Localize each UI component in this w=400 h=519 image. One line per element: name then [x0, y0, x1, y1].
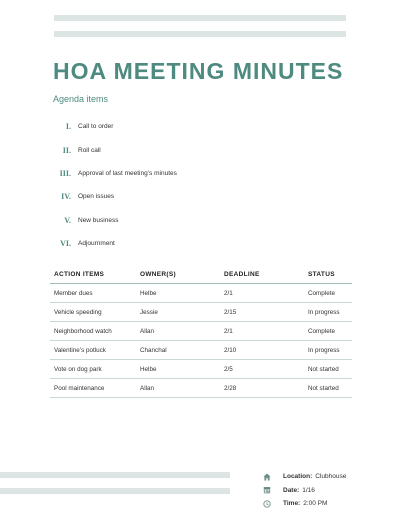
cell-owner: Helbe: [136, 360, 220, 379]
home-icon: [262, 473, 272, 481]
agenda-numeral: VI.: [60, 239, 71, 249]
header-owners: OWNER(S): [136, 265, 220, 284]
agenda-text: Adjournment: [78, 240, 115, 248]
agenda-text: Approval of last meeting’s minutes: [78, 169, 177, 177]
cell-status: In progress: [304, 303, 352, 322]
cell-deadline: 2/1: [220, 284, 304, 303]
table-row: [50, 360, 352, 379]
calendar-icon: [262, 486, 272, 494]
date-row: [262, 484, 346, 498]
cell-action-item: Valentine’s potluck: [50, 341, 136, 360]
agenda-item: [53, 232, 353, 255]
cell-deadline: 2/10: [220, 341, 304, 360]
meeting-info: [262, 470, 346, 511]
cell-action-item: Member dues: [50, 284, 136, 303]
cell-status: Complete: [304, 322, 352, 341]
page-title: HOA MEETING MINUTES: [53, 58, 344, 84]
agenda-item: [53, 138, 353, 161]
agenda-list: [53, 115, 353, 255]
table-row: [50, 341, 352, 360]
agenda-text: Roll call: [78, 146, 101, 154]
header-status: STATUS: [304, 265, 352, 284]
cell-owner: Allan: [136, 322, 220, 341]
agenda-item: [53, 185, 353, 208]
agenda-text: Open issues: [78, 193, 115, 201]
cell-deadline: 2/1: [220, 322, 304, 341]
location-value: Clubhouse: [315, 473, 347, 481]
cell-action-item: Vehicle speeding: [50, 303, 136, 322]
cell-status: In progress: [304, 341, 352, 360]
time-row: [262, 497, 346, 511]
agenda-heading: Agenda items: [53, 94, 109, 104]
action-items-table: [50, 265, 352, 398]
agenda-text: New business: [78, 216, 119, 224]
date-value: 1/16: [302, 486, 315, 494]
agenda-text: Call to order: [78, 123, 114, 131]
cell-owner: Helbe: [136, 284, 220, 303]
cell-deadline: 2/28: [220, 379, 304, 398]
top-decor-stripe-1: [54, 15, 346, 21]
table-row: [50, 379, 352, 398]
cell-status: Complete: [304, 284, 352, 303]
agenda-item: [53, 209, 353, 232]
time-value: 2:00 PM: [303, 500, 328, 508]
clock-icon: [262, 500, 272, 508]
table-row: [50, 303, 352, 322]
cell-owner: Jessie: [136, 303, 220, 322]
agenda-numeral: V.: [64, 215, 71, 225]
table-header-row: [50, 265, 352, 284]
agenda-numeral: III.: [59, 168, 71, 178]
agenda-item: [53, 115, 353, 138]
cell-deadline: 2/15: [220, 303, 304, 322]
top-decor-stripe-2: [54, 31, 346, 37]
cell-status: Not started: [304, 360, 352, 379]
bottom-decor-stripe-2: [0, 488, 230, 494]
location-label: Location:: [283, 473, 313, 481]
agenda-item: [53, 162, 353, 185]
time-label: Time:: [283, 500, 301, 508]
date-label: Date:: [283, 486, 300, 494]
cell-action-item: Neighborhood watch: [50, 322, 136, 341]
bottom-decor-stripe-1: [0, 472, 230, 478]
table-row: [50, 284, 352, 303]
cell-action-item: Vote on dog park: [50, 360, 136, 379]
agenda-numeral: I.: [65, 122, 71, 132]
header-action-items: ACTION ITEMS: [50, 265, 136, 284]
agenda-numeral: II.: [62, 145, 71, 155]
agenda-numeral: IV.: [61, 192, 71, 202]
header-deadline: DEADLINE: [220, 265, 304, 284]
cell-deadline: 2/5: [220, 360, 304, 379]
location-row: [262, 470, 346, 484]
cell-owner: Allan: [136, 379, 220, 398]
table-row: [50, 322, 352, 341]
cell-action-item: Pool maintenance: [50, 379, 136, 398]
cell-status: Not started: [304, 379, 352, 398]
cell-owner: Chanchal: [136, 341, 220, 360]
